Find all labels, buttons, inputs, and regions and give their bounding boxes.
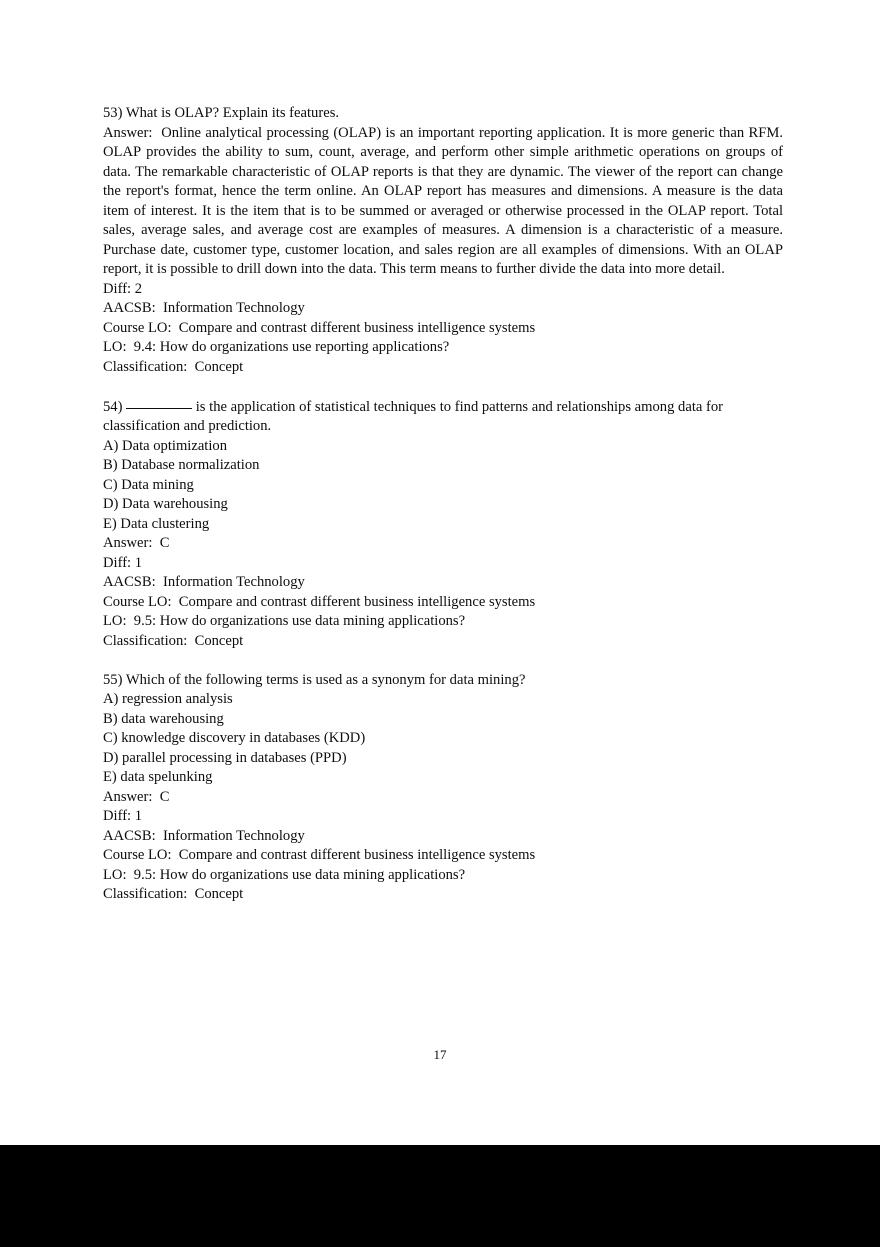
question-55-option-b: B) data warehousing	[103, 710, 224, 727]
question-54-option-b: B) Database normalization	[103, 457, 260, 473]
question-block-54	[103, 397, 783, 652]
question-block-53	[103, 104, 787, 377]
question-54-option-d: D) Data warehousing	[103, 496, 228, 512]
question-53-lo: LO: 9.4: How do organizations use reporting applications?	[103, 339, 450, 355]
question-53-stem: 53) What is OLAP? Explain its features.	[103, 105, 340, 121]
question-55-classification: Classification: Concept	[103, 886, 244, 902]
question-54-stem-prefix: 54)	[103, 398, 127, 415]
question-55-stem: 55) Which of the following terms is used as a synonym for data mining?	[103, 671, 526, 688]
question-55-option-e: E) data spelunking	[103, 769, 213, 785]
question-54-lo: LO: 9.5: How do organizations use data mining applications?	[103, 613, 466, 629]
question-55-option-a: A) regression analysis	[103, 691, 233, 707]
question-53-aacsb: AACSB: Information Technology	[103, 300, 305, 316]
question-54-option-e: E) Data clustering	[103, 515, 210, 532]
fill-in-blank	[126, 397, 192, 409]
question-54-stem-suffix: is the application of statistical techniques to find patterns and relationships among data for classification and prediction.	[103, 398, 727, 434]
question-54-stem	[103, 397, 783, 437]
question-block-55	[103, 671, 783, 905]
bottom-black-band	[0, 1145, 880, 1247]
page-content	[103, 104, 787, 905]
question-55-aacsb: AACSB: Information Technology	[103, 827, 305, 844]
question-55-diff: Diff: 1	[103, 808, 143, 824]
question-55-answer: Answer: C	[103, 788, 170, 805]
question-54-classification: Classification: Concept	[103, 632, 244, 649]
question-54-course-lo: Course LO: Compare and contrast different business intelligence systems	[103, 593, 536, 610]
question-55-option-c: C) knowledge discovery in databases (KDD)	[103, 730, 366, 746]
question-55-option-d: D) parallel processing in databases (PPD)	[103, 749, 347, 766]
question-55-lo: LO: 9.5: How do organizations use data mining applications?	[103, 866, 466, 883]
question-54-diff: Diff: 1	[103, 554, 143, 571]
question-54-option-c: C) Data mining	[103, 476, 194, 493]
question-53-answer-paragraph: Answer: Online analytical processing (OLAP) is an important reporting application. It is more generic than RFM. OLAP provides the ability to sum, count, average, and perform other simple arithmetic operations on groups of data. The remarkable characteristic of OLAP reports is that they are dynamic. The viewer of the report can change the report's format, hence the term online. An OLAP report has measures and dimensions. A measure is the data item of interest. It is the item that is to be summed or averaged or otherwise processed in the OLAP report. Total sales, average sales, and average cost are examples of measures. A dimension is a characteristic of a measure. Purchase date, customer type, customer location, and sales region are all examples of dimensions. With an OLAP report, it is possible to drill down into the data. This term means to further divide the data into more detail.	[103, 124, 787, 277]
question-53-course-lo: Course LO: Compare and contrast different business intelligence systems	[103, 319, 536, 336]
question-55-course-lo: Course LO: Compare and contrast different business intelligence systems	[103, 847, 536, 863]
question-54-answer: Answer: C	[103, 535, 170, 551]
question-54-option-a: A) Data optimization	[103, 437, 228, 454]
page-number-footer: 17	[433, 1047, 447, 1062]
question-54-aacsb: AACSB: Information Technology	[103, 574, 305, 590]
question-53-classification: Classification: Concept	[103, 358, 244, 375]
question-53-diff: Diff: 2	[103, 280, 143, 297]
